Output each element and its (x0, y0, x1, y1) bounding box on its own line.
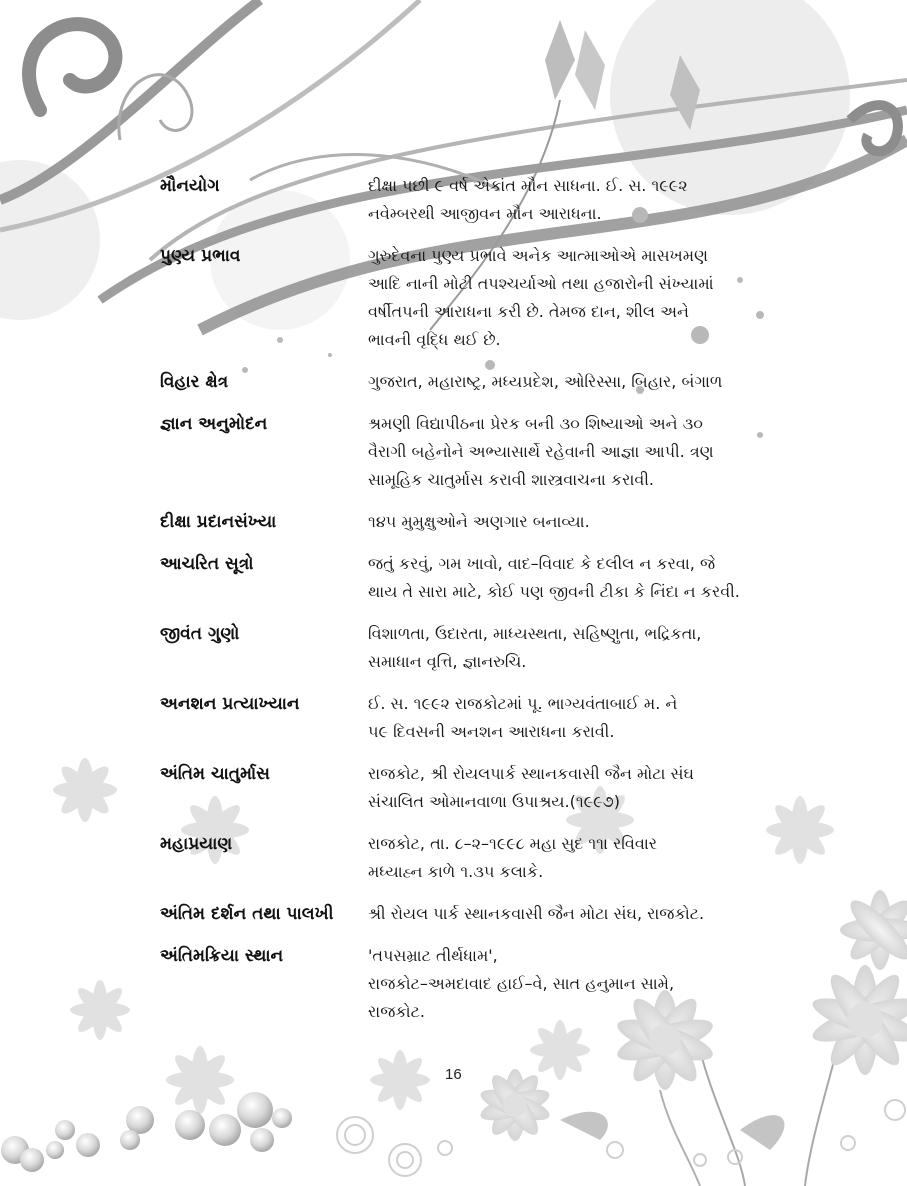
value-line: શ્રી રોયલ પાર્ક સ્થાનકવાસી જૈન મોટા સંઘ, રાજકોટ. (368, 904, 705, 923)
entry-antim-darshan-palkhi (160, 900, 750, 928)
page-number: 16 (445, 1066, 462, 1083)
entry-value (368, 620, 750, 676)
value-line: થાય તે સારા માટે, કોઈ પણ જીવની ટીકા કે નિંદા ન કરવી. (368, 582, 740, 601)
entry-label: અંતિમ ચાતુર્માસ (160, 764, 270, 784)
value-line: વર્ષીતપની આરાધના કરી છે. તેમજ દાન, શીલ અને (368, 302, 689, 321)
value-line: ઈ. સ. ૧૯૯૨ રાજકોટમાં પૂ. ભાગ્યવંતાબાઈ મ. ને (368, 694, 678, 713)
value-line: વૈરાગી બહેનોને અભ્યાસાર્થે રહેવાની આજ્ઞા આપી. ત્રણ (368, 442, 714, 461)
value-line: રાજકોટ. (368, 1002, 426, 1021)
entry-label: અનશન પ્રત્યાખ્યાન (160, 694, 300, 714)
value-line: ૫૯ દિવસની અનશન આરાધના કરાવી. (368, 722, 615, 741)
entry-punya-prabhav (160, 242, 750, 354)
entry-value (368, 410, 750, 494)
entry-value (368, 550, 750, 606)
value-line: વિશાળતા, ઉદારતા, માધ્યસ્થતા, સહિષ્ણુતા, ભદ્રિકતા, (368, 624, 702, 643)
entry-value (368, 172, 750, 228)
entry-value (368, 242, 750, 354)
value-line: દીક્ષા પછી ૯ વર્ષ એકાંત મૌન સાધના. ઈ. સ. ૧૯૯૨ (368, 176, 688, 195)
entry-label: જીવંત ગુણો (160, 624, 240, 644)
profile-details-list (160, 172, 750, 1040)
value-line: ગુરુદેવના પુણ્ય પ્રભાવે અનેક આત્માઓએ માસખમણ (368, 246, 708, 265)
entry-anshan-pratyakhyan (160, 690, 750, 746)
entry-value (368, 830, 750, 886)
value-line: ૧૪૫ મુમુક્ષુઓને અણગાર બનાવ્યા. (368, 512, 590, 531)
entry-antim-chaturmas (160, 760, 750, 816)
value-line: ગુજરાત, મહારાષ્ટ્ર, મધ્યપ્રદેશ, ઓરિસ્સા, બિહાર, બંગાળ (368, 372, 723, 391)
value-line: ભાવની વૃદ્ધિ થઈ છે. (368, 330, 501, 349)
entry-label: મૌનયોગ (160, 176, 220, 196)
value-line: સંચાલિત ઓમાનવાળા ઉપાશ્રય.(૧૯૯૭) (368, 792, 620, 811)
entry-value (368, 368, 750, 396)
entry-label: વિહાર ક્ષેત્ર (160, 372, 229, 392)
entry-mahaprayan (160, 830, 750, 886)
entry-label: અંતિમક્રિયા સ્થાન (160, 946, 284, 966)
entry-antimkriya-sthan (160, 942, 750, 1026)
entry-value (368, 508, 750, 536)
value-line: મધ્યાહ્ન કાળે ૧.૩૫ કલાકે. (368, 862, 544, 881)
value-line: નવેમ્બરથી આજીવન મૌન આરાધના. (368, 204, 602, 223)
entry-gyan-anumodan (160, 410, 750, 494)
value-line: આદિ નાની મોટી તપશ્ચર્યાઓ તથા હજારોની સંખ્યામાં (368, 274, 714, 293)
entry-label: પુણ્ય પ્રભાવ (160, 246, 241, 266)
entry-jivant-guno (160, 620, 750, 676)
value-line: રાજકોટ, શ્રી રોયલપાર્ક સ્થાનકવાસી જૈન મોટા સંઘ (368, 764, 694, 783)
entry-value (368, 900, 750, 928)
value-line: 'તપસમ્રાટ તીર્થધામ', (368, 946, 498, 965)
value-line: શ્રમણી વિદ્યાપીઠના પ્રેરક બની ૩૦ શિષ્યાઓ અને ૩૦ (368, 414, 703, 433)
value-line: રાજકોટ, તા. ૮–૨–૧૯૯૮ મહા સુદ ૧૧ા રવિવાર (368, 834, 658, 853)
entry-label: દીક્ષા પ્રદાનસંખ્યા (160, 512, 277, 532)
value-line: જતું કરવું, ગમ ખાવો, વાદ–વિવાદ કે દલીલ ન કરવા, જે (368, 554, 716, 573)
entry-label: આચરિત સૂત્રો (160, 554, 254, 574)
entry-label: જ્ઞાન અનુમોદન (160, 414, 268, 434)
entry-vihar-kshetra (160, 368, 750, 396)
entry-label: મહાપ્રયાણ (160, 834, 233, 854)
value-line: રાજકોટ–અમદાવાદ હાઈ–વે, સાત હનુમાન સામે, (368, 974, 675, 993)
entry-diksha-pradan-sankhya (160, 508, 750, 536)
entry-acharit-sutro (160, 550, 750, 606)
entry-value (368, 760, 750, 816)
value-line: સમાધાન વૃત્તિ, જ્ઞાનરુચિ. (368, 652, 527, 671)
entry-label: અંતિમ દર્શન તથા પાલખી (160, 904, 334, 924)
entry-maunayog (160, 172, 750, 228)
value-line: સામૂહિક ચાતુર્માસ કરાવી શાસ્ત્રવાચના કરાવી. (368, 470, 655, 489)
entry-value (368, 690, 750, 746)
entry-value (368, 942, 750, 1026)
